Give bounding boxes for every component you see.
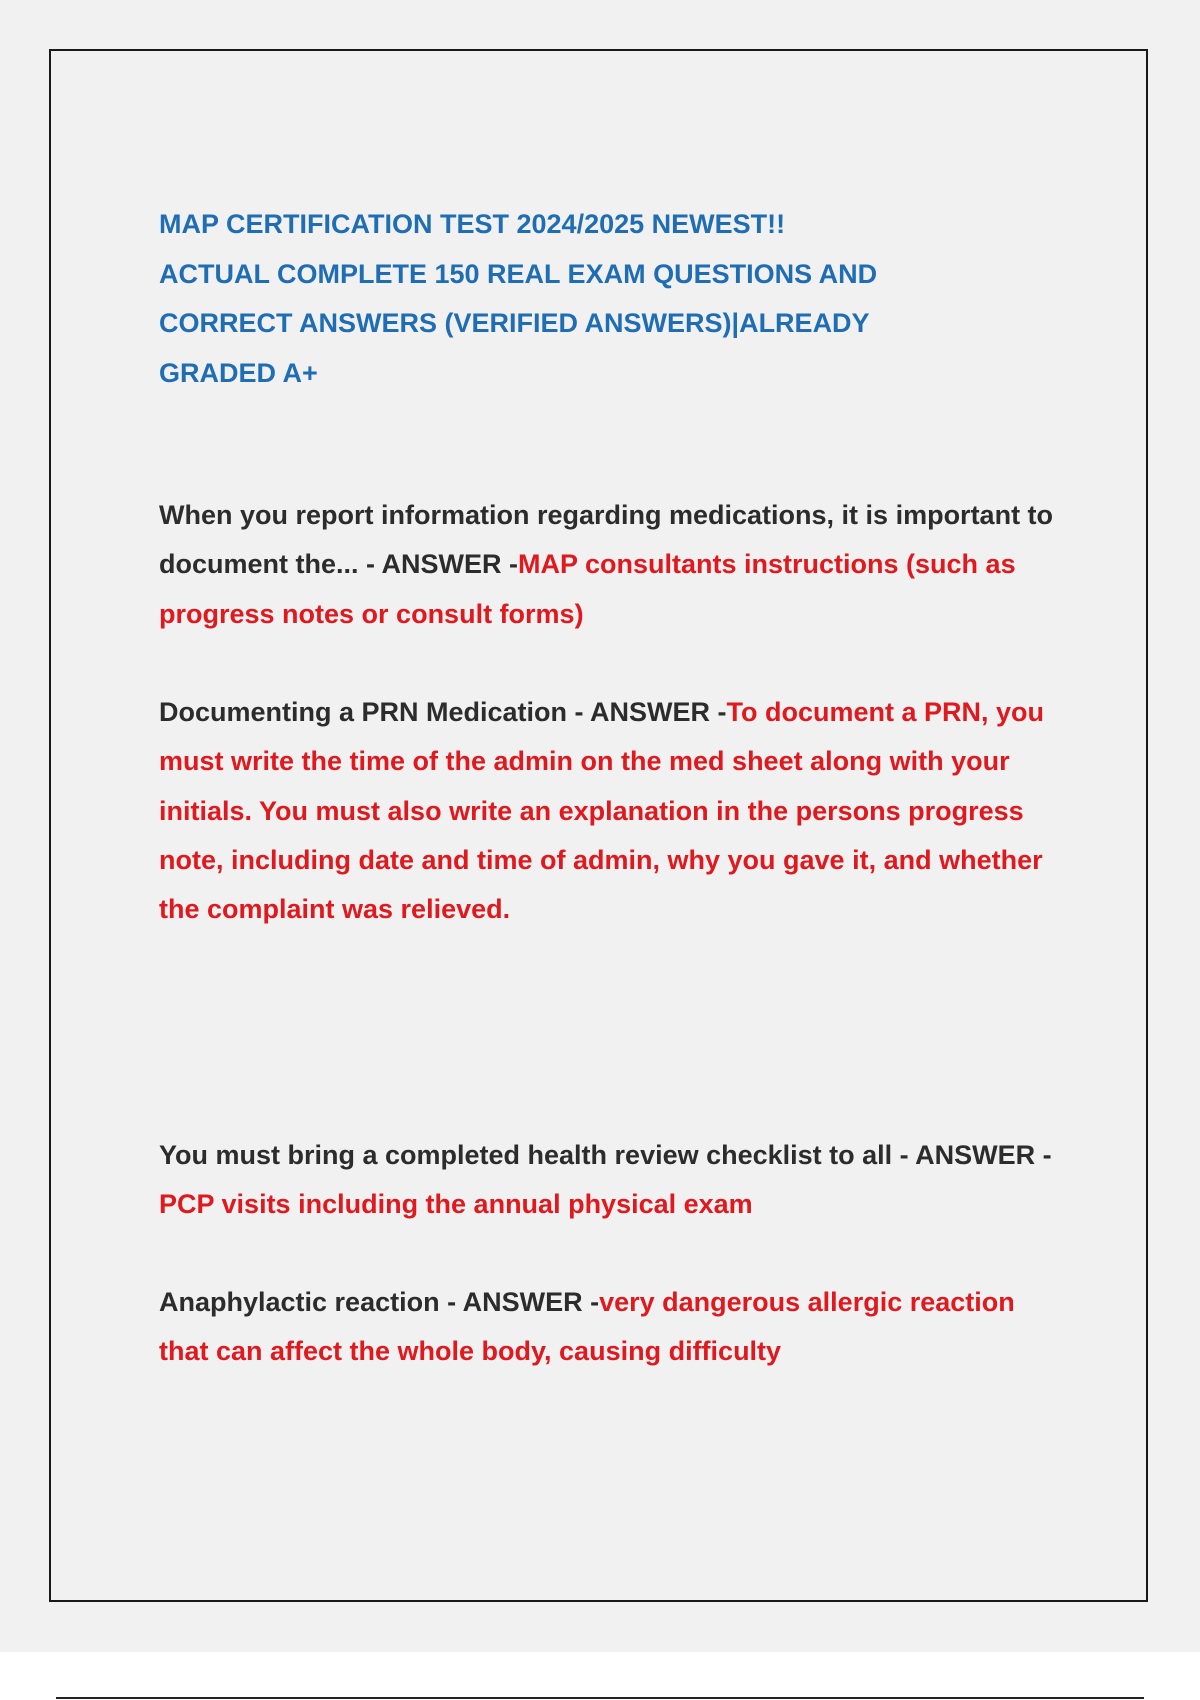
next-page-divider: [56, 1697, 1144, 1699]
title-line-1: MAP CERTIFICATION TEST 2024/2025 NEWEST!!: [159, 209, 786, 239]
answer-text: very dangerous allergic reaction that can affect the whole body, causing difficulty: [159, 1287, 1015, 1367]
qa-item-anaphylactic-reaction: [159, 1278, 1059, 1377]
title-line-4: GRADED A+: [159, 357, 318, 388]
answer-text: MAP consultants instructions (such as progress notes or consult forms): [159, 549, 1016, 629]
qa-item-medication-report: [159, 491, 1059, 639]
document-title: [159, 200, 1059, 398]
answer-text: PCP visits including the annual physical exam: [159, 1189, 753, 1220]
title-line-2: ACTUAL COMPLETE 150 REAL EXAM QUESTIONS AND: [159, 258, 878, 289]
qa-item-health-review-checklist: [159, 1131, 1059, 1230]
title-line-3: CORRECT ANSWERS (VERIFIED ANSWERS)|ALREADY: [159, 308, 870, 338]
qa-item-prn-medication: [159, 688, 1059, 934]
question-text: You must bring a completed health review checklist to all - ANSWER -: [159, 1140, 1052, 1170]
question-text: Documenting a PRN Medication - ANSWER -: [159, 697, 727, 727]
question-text: Anaphylactic reaction - ANSWER -: [159, 1287, 600, 1317]
answer-text: To document a PRN, you must write the time of the admin on the med sheet along with your initials. You must also write an explanation in the persons progress note, including date and time of admin, why you gave it, and whether the complaint was relieved.: [159, 697, 1045, 925]
question-text: When you report information regarding medications, it is important to document the... - ANSWER -: [159, 500, 1054, 580]
